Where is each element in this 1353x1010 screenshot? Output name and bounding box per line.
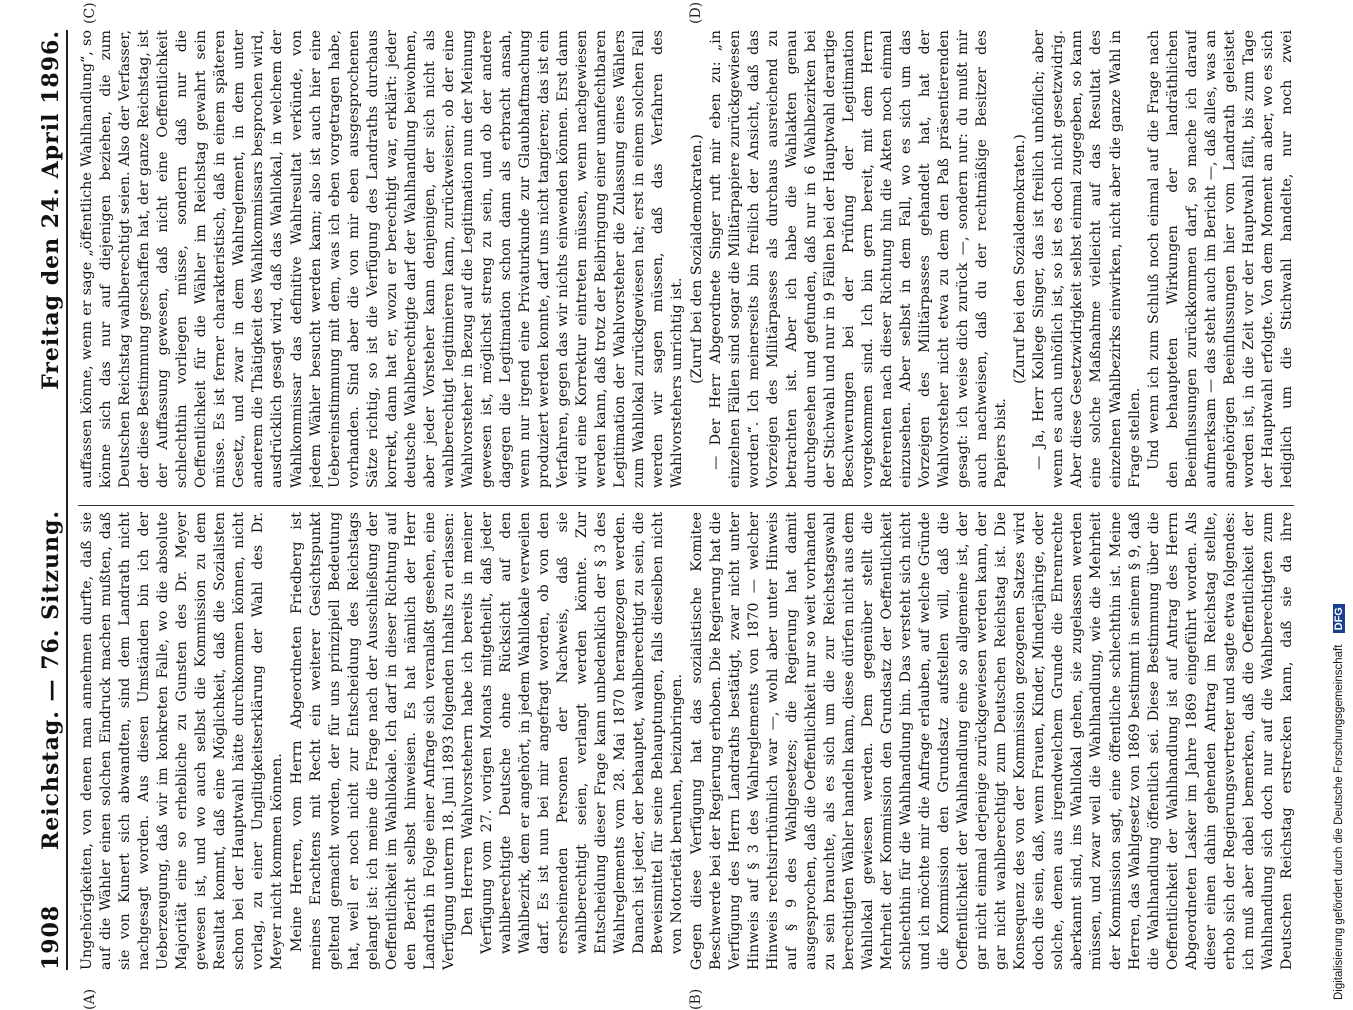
session-date: Freitag den 24. April 1896. — [38, 30, 64, 390]
digitization-credit — [1333, 4, 1353, 1000]
left-column — [78, 512, 1298, 970]
paragraph: auffassen könne, wenn er sage „öffentliche Wahlhandlung“, so könne sich das nur auf diejenigen beziehen, die zum Deutschen Reichstag wahlberechtigt seien. Also der Verfasser, der diese Bestimmung geschaffen hat, der ganze Reichstag, ist der Auffassung gewesen, daß nicht eine Oeffentlichkeit schlechthin vorliegen müsse, sondern daß nur die Oeffentlichkeit für die Wähler im Reichstag gewahrt sein müsse. Es ist ferner charakteristisch, daß in einem späteren Gesetz, und zwar in dem Wahlreglement, in dem unter anderem die Thätigkeit des Wahlkommissars besprochen wird, ausdrücklich gesagt wird, daß das Wahllokal, in welchem der Wahlkommissar das definitive Wahlresultat verkünde, von jedem Wähler besucht werden kann; also ist auch hier eine Uebereinstimmung mit dem, was ich eben vorgetragen habe, vorhanden. Sind aber die von mir eben ausgesprochenen Sätze richtig, so ist die Verfügung des Landraths durchaus korrekt, dann hat er, wozu er berechtigt war, erklärt: jeder deutsche Wahlberechtigte darf der Wahlhandlung beiwohnen, aber jeder Vorsteher kann denjenigen, der sich nicht als wahlberechtigt legitimieren kann, zurückweisen; ob der eine Wahlvorsteher in Bezug auf die Legitimation nun der Meinung gewesen ist, möglichst streng zu sein, und ob der andere dagegen die Legitimation schon dann als erbracht ansah, wenn nur irgend eine Privaturkunde zur Glaubhaftmachung produziert werden konnte, darf uns nicht tangieren; das ist ein Verfahren, gegen das wir nichts einwenden können. Erst dann wird eine Korrektur eintreten müssen, wenn nachgewiesen werden kann, daß trotz der Beibringung einer unanfechtbaren Legitimation der Wahlvorsteher die Zulassung eines Wählers zum Wahllokal zurückgewiesen hat; erst in einem solchen Fall werden wir sagen müssen, daß das Verfahren des Wahlvorstehers unrichtig ist. — [79, 30, 686, 488]
paragraph: Ungehörigkeiten, von denen man annehmen durfte, daß sie auf die Wähler einen solchen Eindruck machen mußten, daß sie von Kunert sich abwandten, sind dem Landrath nicht nachgesagt worden. Aus diesen Umständen bin ich der Ueberzeugung, daß wir im konkreten Falle, wo die absolute Majorität eine so erhebliche zu Gunsten des Dr. Meyer gewesen ist, und wo auch selbst die Kommission zu dem Resultat kommt, daß eine Möglichkeit, daß die Sozialisten schon bei der Hauptwahl hätte durchkommen können, nicht vorlag, zu einer Ungiltigkeitserklärung der Wahl des Dr. Meyer nicht kommen können. — [79, 512, 286, 970]
margin-mark-c: (C) — [82, 2, 98, 24]
margin-mark-d: (D) — [688, 1, 704, 24]
interjection: (Zuruf bei den Sozialdemokraten.) — [1012, 134, 1029, 384]
paragraph: — Der Herr Abgeordnete Singer ruft mir eben zu: „in einzelnen Fällen sind sogar die Militärpapiere zurückgewiesen worden“. Ich meinerseits bin freilich der Ansicht, daß das Vorzeigen des Militärpasses als durchaus ausreichend zu betrachten ist. Aber ich habe die Wahlakten genau durchgesehen und gefunden, daß nur in 6 Wahlbezirken bei der Stichwahl und nur in 9 Fällen bei der Hauptwahl derartige Beschwerungen bei der Prüfung der Legitimation vorgekommen sind. Ich bin gern bereit, mit dem Herrn Referenten nach dieser Richtung hin die Akten noch einmal einzusehen. Aber selbst in dem Fall, wo es sich um das Vorzeigen des Militärpasses gehandelt hat, hat der Wahlvorsteher nicht etwa zu dem den Paß präsentierenden gesagt: ich weise dich zurück —, sondern nur: du mußt mir auch nachweisen, daß du der rechtmäßige Besitzer des Papiers bist. — [707, 30, 1010, 488]
margin-mark-b: (B) — [688, 988, 704, 1010]
rotated-document — [20, 0, 1310, 1010]
quoted-paragraph: Den Herren Wahlvorstehern habe ich bereits in meiner Verfügung vom 27. vorigen Monats mitgetheilt, daß jeder wahlberechtigte Deutsche ohne Rücksicht auf den Wahlbezirk, dem er angehört, in jedem Wahllokale verweilen darf. Es ist nun bei mir angefragt worden, ob von den erscheinenden Personen der Nachweis, daß sie wahlberechtigt seien, verlangt werden könnte. Zur Entscheidung dieser Frage kann unbedenklich der § 3 des Wahlreglements vom 28. Mai 1870 herangezogen werden. Danach ist jeder, der behauptet, wahlberechtigt zu sein, die Beweismittel für seine Behauptungen, falls dieselben nicht von Notorietät beruhen, beizubringen. — [459, 512, 686, 954]
dfg-logo: DFG — [1333, 604, 1345, 633]
paragraph: Und wenn ich zum Schluß noch einmal auf die Frage nach den behaupteten Wirkungen der landräthlichen Beeinflussungen zurückkommen darf, so mache ich darauf aufmerksam — das steht auch im Bericht —, daß alles, was an angehörigen Beeinflussungen hier vom Landrath geleistet worden ist, in die Zeit vor der Hauptwahl fällt, bis zum Tage der Hauptwahl erfolgte. Von dem Moment an aber, wo es sich lediglich um die Stichwahl handelte, nur noch zwei — [1145, 30, 1295, 488]
credit-text: Digitalisierung gefördert durch die Deutsche Forschungsgemeinschaft — [1333, 644, 1345, 1000]
session-title: Reichstag. — 76. Sitzung. — [38, 509, 64, 850]
right-column — [78, 30, 1298, 488]
page-number: 1908 — [38, 904, 64, 970]
paragraph: Gegen diese Verfügung hat das sozialistische Komitee Beschwerde bei der Regierung erhoben. Die Regierung hat die Verfügung des Herrn Landraths bestätigt, zwar nicht unter Hinweis auf § 3 des Wahlreglements von 1870 — welcher Hinweis rechtsirrthümlich war —, wohl aber unter Hinweis auf § 9 des Wahlgesetzes; die Regierung hat damit ausgesprochen, daß die Oeffentlichkeit nur so weit vorhanden zu sein brauchte, als es sich um die zur Reichstagswahl berechtigten Wähler handeln kann, diese dürfen nicht aus dem Wahllokal gewiesen werden. Dem gegenüber stellt die Mehrheit der Kommission den Grundsatz der Oeffentlichkeit schlechthin für die Wahlhandlung hin. Das versteht sich nicht und ich möchte mir die Anfrage erlauben, auf welche Gründe die Kommission den Grundsatz aufstellen will, daß die Oeffentlichkeit der Wahlhandlung eine so allgemeine ist, der gar nicht einmal derjenige zurückgewiesen werden kann, der gar nicht wahlberechtigt zum Deutschen Reichstag ist. Die Konsequenz des von der Kommission gezogenen Satzes wird doch die sein, daß, wenn Frauen, Kinder, Minderjährige, oder solche, denen aus irgendwelchem Grunde die Ehrenrechte aberkannt sind, ins Wahllokal gehen, sie zugelassen werden müssen, und zwar weil die Wahlhandlung, wie die Mehrheit der Kommission sagt, eine öffentliche schlechthin ist. Meine Herren, das Wahlgesetz von 1869 bestimmt in seinem § 9, daß die Wahlhandlung öffentlich sei. Diese Bestimmung über die Oeffentlichkeit der Wahlhandlung ist auf Antrag des Herrn Abgeordneten Lasker im Jahre 1869 eingeführt worden. Als dieser einen dahin gehenden Antrag im Reichstag stellte, erhob sich der Regierungsvertreter und sagte etwa folgendes: ich muß aber dabei bemerken, daß die Oeffentlichkeit der Wahlhandlung sich doch nur auf die Wahlberechtigten zum Deutschen Reichstag erstrecken kann, daß sie da ihre — [688, 512, 1295, 970]
interjection: (Zuruf bei den Sozialdemokraten.) — [688, 134, 705, 384]
column-rule — [78, 505, 1294, 506]
paragraph: Meine Herren, vom Herrn Abgeordneten Friedberg ist meines Erachtens mit Recht ein weiterer Gesichtspunkt geltend gemacht worden, der für uns prinzipiell Bedeutung hat, weil er noch nicht zur Entscheidung des Reichstags gelangt ist: ich meine die Frage nach der Ausschließung der Oeffentlichkeit im Wahllokale. Ich darf in dieser Richtung auf den Bericht selbst hinweisen. Es hat nämlich der Herr Landrath in Folge einer Anfrage sich veranlaßt gesehen, eine Verfügung unterm 18. Juni 1893 folgenden Inhalts zu erlassen: — [288, 512, 457, 970]
margin-mark-a: (A) — [82, 988, 98, 1010]
header-rule — [66, 30, 68, 970]
paragraph: — Ja, Herr Kollege Singer, das ist freilich unhöflich; aber wenn es auch unhöflich ist, so ist es doch nicht gesetzwidrig. Aber diese Gesetzwidrigkeit selbst einmal zugegeben, so kann eine solche Maßnahme vielleicht auf das Resultat des einzelnen Wahlbezirks einwirken, nicht aber die ganze Wahl in Frage stellen. — [1031, 30, 1143, 488]
